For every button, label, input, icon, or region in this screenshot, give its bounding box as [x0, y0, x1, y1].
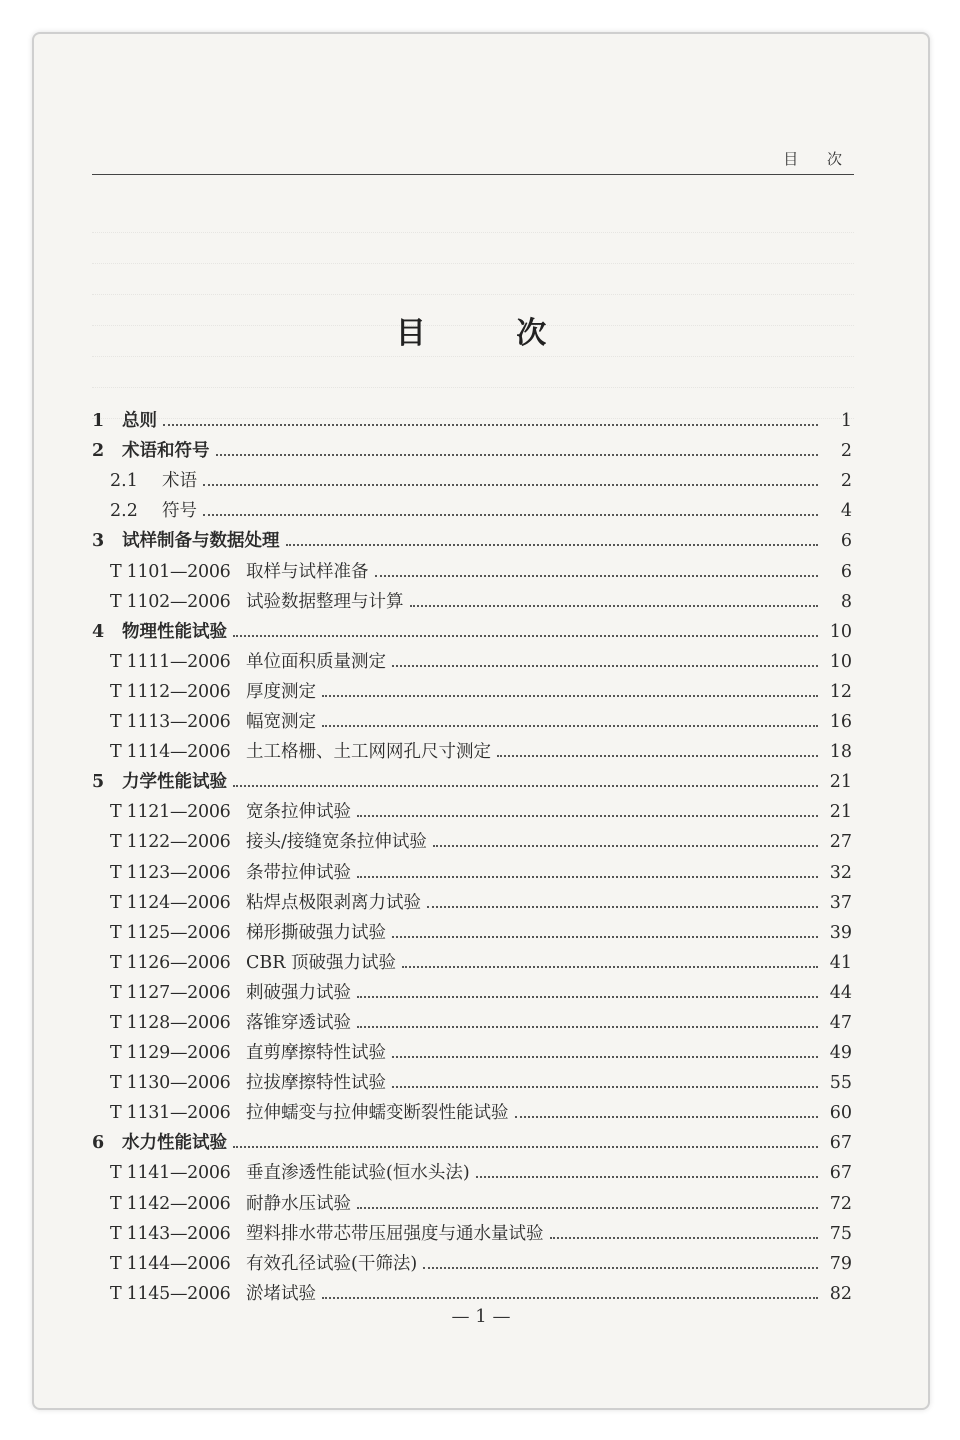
toc-entry-title: 试验数据整理与计算 — [246, 591, 404, 612]
toc-entry-code: T 1126—2006 — [110, 952, 231, 973]
toc-entry-title: 接头/接缝宽条拉伸试验 — [246, 832, 427, 853]
toc-page-number: 8 — [840, 591, 852, 612]
dot-leader — [515, 1116, 819, 1118]
toc-entry-code: T 1111—2006 — [110, 651, 231, 672]
toc-chapter-number: 1 — [92, 411, 105, 432]
toc-chapter-3[interactable] — [92, 522, 852, 552]
toc-page-number: 18 — [829, 742, 852, 763]
toc-entry-code: T 1129—2006 — [110, 1043, 231, 1064]
toc-entry[interactable] — [92, 1004, 852, 1034]
toc-page-number: 39 — [829, 922, 852, 943]
toc-page-number: 2 — [840, 441, 852, 462]
toc-entry-code: T 1144—2006 — [110, 1253, 231, 1274]
toc-entry-code: T 1112—2006 — [110, 681, 231, 702]
toc-chapter-number: 6 — [92, 1133, 105, 1154]
dot-leader — [433, 845, 818, 847]
toc-page-number: 82 — [829, 1283, 852, 1304]
toc-chapter-2[interactable] — [92, 432, 852, 462]
dot-leader — [402, 966, 818, 968]
toc-entry-title: 落锥穿透试验 — [246, 1012, 351, 1033]
toc-entry-code: T 1143—2006 — [110, 1223, 231, 1244]
toc-entry[interactable] — [92, 703, 852, 733]
toc-entry[interactable] — [92, 944, 852, 974]
toc-chapter-6[interactable] — [92, 1124, 852, 1154]
toc-entry-code: T 1142—2006 — [110, 1193, 231, 1214]
dot-leader — [392, 1056, 818, 1058]
toc-entry[interactable] — [92, 673, 852, 703]
running-header: 目 次 — [783, 150, 854, 168]
toc-page-number: 4 — [840, 501, 852, 522]
toc-page-number: 1 — [840, 411, 852, 432]
dot-leader — [375, 575, 819, 577]
toc-entry-code: T 1128—2006 — [110, 1012, 231, 1033]
toc-entry-title: 直剪摩擦特性试验 — [246, 1043, 386, 1064]
toc-entry-code: T 1121—2006 — [110, 802, 231, 823]
dot-leader — [203, 484, 818, 486]
dot-leader — [233, 1146, 818, 1148]
toc-entry-title: 粘焊点极限剥离力试验 — [246, 892, 421, 913]
toc-page-number: 72 — [829, 1193, 852, 1214]
toc-page-number: 47 — [829, 1012, 852, 1033]
toc-entry[interactable] — [92, 974, 852, 1004]
toc-page-number: 60 — [829, 1103, 852, 1124]
dot-leader — [322, 1297, 818, 1299]
toc-page-number: 79 — [829, 1253, 852, 1274]
toc-entry-title: CBR 顶破强力试验 — [246, 952, 396, 973]
toc-page-number: 6 — [840, 531, 852, 552]
toc-entry[interactable] — [92, 643, 852, 673]
toc-entry-title: 物理性能试验 — [122, 621, 227, 642]
header-rule — [92, 174, 854, 175]
toc-page-number: 16 — [829, 712, 852, 733]
toc-entry-title: 宽条拉伸试验 — [246, 802, 351, 823]
toc-entry-title: 幅宽测定 — [246, 712, 316, 733]
dot-leader — [322, 695, 818, 697]
toc-page-number: 67 — [829, 1133, 852, 1154]
dot-leader — [233, 635, 818, 637]
toc-subsection-number: 2.2 — [110, 501, 138, 522]
dot-leader — [357, 1026, 818, 1028]
toc-page-number: 21 — [829, 772, 852, 793]
toc-entry[interactable] — [92, 1154, 852, 1184]
toc-entry-title: 水力性能试验 — [122, 1133, 227, 1154]
toc-entry-code: T 1101—2006 — [110, 561, 231, 582]
page-title: 目 次 — [395, 316, 587, 351]
toc-page-number: 37 — [829, 892, 852, 913]
dot-leader — [233, 785, 818, 787]
toc-subsection-number: 2.1 — [110, 471, 138, 492]
dot-leader — [203, 514, 818, 516]
toc-page-number: 67 — [829, 1163, 852, 1184]
toc-entry-title: 力学性能试验 — [122, 772, 227, 793]
toc-entry-title: 术语和符号 — [122, 441, 210, 462]
toc-entry-title: 淤堵试验 — [246, 1283, 316, 1304]
dot-leader — [427, 906, 818, 908]
toc-entry-code: T 1125—2006 — [110, 922, 231, 943]
toc-entry-code: T 1141—2006 — [110, 1163, 231, 1184]
toc-entry[interactable] — [92, 1184, 852, 1214]
toc-chapter-number: 2 — [92, 441, 105, 462]
toc-entry-title: 垂直渗透性能试验(恒水头法) — [246, 1163, 470, 1184]
dot-leader — [476, 1176, 818, 1178]
toc-entry-title: 术语 — [162, 471, 197, 492]
toc-entry-code: T 1145—2006 — [110, 1283, 231, 1304]
toc-entry-code: T 1102—2006 — [110, 591, 231, 612]
toc-page-number: 49 — [829, 1043, 852, 1064]
dot-leader — [392, 1086, 818, 1088]
toc-entry-code: T 1113—2006 — [110, 712, 231, 733]
toc-page-number: 41 — [829, 952, 852, 973]
toc-chapter-4[interactable] — [92, 613, 852, 643]
toc-entry-title: 土工格栅、土工网网孔尺寸测定 — [246, 742, 491, 763]
toc-entry-code: T 1130—2006 — [110, 1073, 231, 1094]
toc-entry[interactable] — [92, 853, 852, 883]
toc-page-number: 2 — [840, 471, 852, 492]
dot-leader — [322, 725, 818, 727]
toc-page-number: 75 — [829, 1223, 852, 1244]
toc-entry-code: T 1131—2006 — [110, 1103, 231, 1124]
toc-entry-title: 厚度测定 — [246, 681, 316, 702]
toc-entry[interactable] — [92, 914, 852, 944]
toc-entry[interactable] — [92, 583, 852, 613]
toc-entry-title: 单位面积质量测定 — [246, 651, 386, 672]
toc-entry-title: 取样与试样准备 — [246, 561, 369, 582]
toc-chapter-number: 5 — [92, 772, 105, 793]
toc-entry-title: 有效孔径试验(干筛法) — [246, 1253, 418, 1274]
table-of-contents — [92, 402, 852, 1305]
page-number: — 1 — — [451, 1306, 511, 1327]
toc-subsection-2.2[interactable] — [92, 492, 852, 522]
toc-entry[interactable] — [92, 884, 852, 914]
toc-entry-title: 条带拉伸试验 — [246, 862, 351, 883]
toc-page-number: 6 — [840, 561, 852, 582]
toc-entry[interactable] — [92, 1034, 852, 1064]
dot-leader — [216, 454, 819, 456]
toc-entry[interactable] — [92, 823, 852, 853]
dot-leader — [550, 1237, 819, 1239]
toc-entry-title: 耐静水压试验 — [246, 1193, 351, 1214]
toc-page-number: 44 — [829, 982, 852, 1003]
toc-entry[interactable] — [92, 1275, 852, 1305]
toc-chapter-number: 4 — [92, 621, 105, 642]
toc-entry[interactable] — [92, 1215, 852, 1245]
toc-entry-code: T 1122—2006 — [110, 832, 231, 853]
toc-entry[interactable] — [92, 733, 852, 763]
toc-entry-title: 试样制备与数据处理 — [122, 531, 280, 552]
dot-leader — [357, 876, 818, 878]
dot-leader — [357, 1207, 818, 1209]
toc-page-number: 32 — [829, 862, 852, 883]
dot-leader — [410, 605, 819, 607]
toc-page-number: 27 — [829, 832, 852, 853]
toc-chapter-1[interactable] — [92, 402, 852, 432]
toc-entry-title: 拉拔摩擦特性试验 — [246, 1073, 386, 1094]
toc-page-number: 10 — [829, 651, 852, 672]
toc-page-number: 10 — [829, 621, 852, 642]
toc-entry-code: T 1127—2006 — [110, 982, 231, 1003]
toc-subsection-2.1[interactable] — [92, 462, 852, 492]
toc-entry[interactable] — [92, 1064, 852, 1094]
toc-entry-code: T 1123—2006 — [110, 862, 231, 883]
toc-entry[interactable] — [92, 1245, 852, 1275]
toc-entry-title: 拉伸蠕变与拉伸蠕变断裂性能试验 — [246, 1103, 509, 1124]
toc-entry-title: 符号 — [162, 501, 197, 522]
dot-leader — [357, 815, 818, 817]
toc-entry[interactable] — [92, 793, 852, 823]
toc-page-number: 55 — [829, 1073, 852, 1094]
dot-leader — [163, 424, 818, 426]
toc-page-number: 12 — [829, 681, 852, 702]
dot-leader — [392, 665, 818, 667]
dot-leader — [497, 755, 818, 757]
dot-leader — [392, 936, 818, 938]
toc-entry-code: T 1114—2006 — [110, 742, 231, 763]
dot-leader — [357, 996, 818, 998]
dot-leader — [286, 544, 819, 546]
toc-entry-title: 总则 — [122, 411, 157, 432]
document-page — [32, 32, 930, 1410]
toc-entry-title: 塑料排水带芯带压屈强度与通水量试验 — [246, 1223, 544, 1244]
toc-chapter-5[interactable] — [92, 763, 852, 793]
toc-entry[interactable] — [92, 552, 852, 582]
dot-leader — [423, 1267, 818, 1269]
toc-chapter-number: 3 — [92, 531, 105, 552]
toc-page-number: 21 — [829, 802, 852, 823]
toc-entry-title: 刺破强力试验 — [246, 982, 351, 1003]
toc-entry[interactable] — [92, 1094, 852, 1124]
toc-entry-code: T 1124—2006 — [110, 892, 231, 913]
toc-entry-title: 梯形撕破强力试验 — [246, 922, 386, 943]
